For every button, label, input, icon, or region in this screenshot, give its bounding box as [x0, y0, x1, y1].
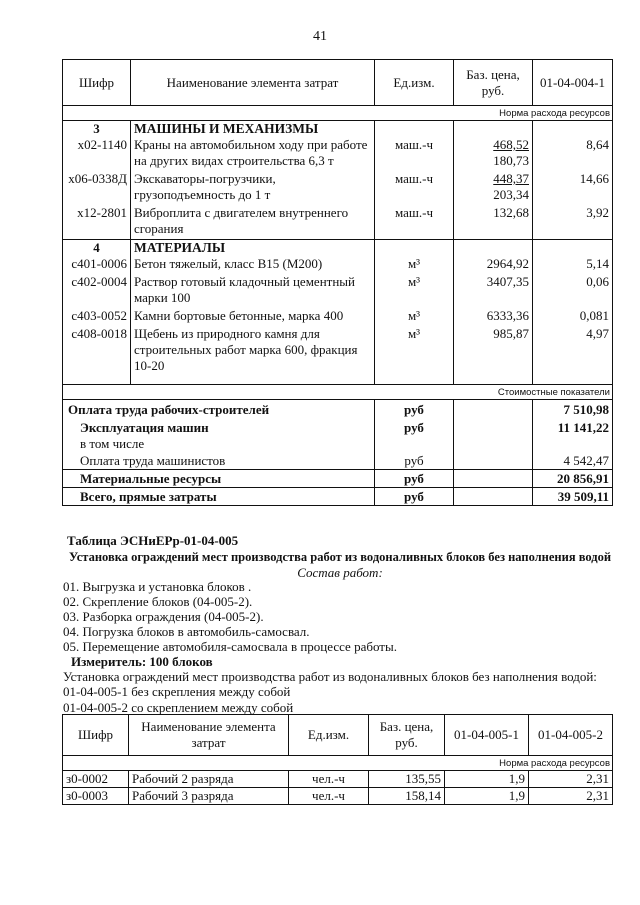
resource-price: [454, 274, 533, 308]
resource-row: [63, 256, 613, 274]
resource-row: [63, 771, 613, 788]
cost-row: [63, 452, 613, 470]
text-line: Раствор готовый кладочный цементный: [134, 274, 355, 289]
variant-1: 01-04-005-1 без скрепления между собой: [63, 684, 291, 699]
resource-name: [131, 326, 375, 385]
table2-header-row: [63, 715, 613, 756]
resource-norm: 14,66: [533, 171, 613, 205]
text-line: 3407,35: [486, 274, 529, 289]
resource-name: [131, 171, 375, 205]
empty-cell: [533, 121, 613, 138]
work-composition-title: Состав работ:: [297, 565, 383, 580]
resource-name: [131, 137, 375, 171]
resource-unit: м³: [375, 256, 454, 274]
resource-name: [131, 274, 375, 308]
header-unit: Ед.изм.: [289, 715, 369, 756]
resource-norm: 4,97: [533, 326, 613, 385]
cost-label-row: [63, 385, 613, 400]
text-line: строительных работ марка 600, фракция: [134, 342, 358, 357]
empty-cell: [375, 121, 454, 138]
section-header-row: [63, 240, 613, 257]
resource-code: з0-0003: [63, 788, 129, 805]
cost-unit: руб: [375, 470, 454, 488]
resource-code: с403-0052: [63, 308, 131, 326]
cost-unit: руб: [375, 488, 454, 506]
resource-code: х06-0338Д: [63, 171, 131, 205]
cost-label: Эксплуатация машин: [63, 418, 375, 436]
resource-unit: м³: [375, 274, 454, 308]
resource-name: Рабочий 3 разряда: [129, 788, 289, 805]
empty-cell: [375, 240, 454, 257]
cost-unit: руб: [375, 452, 454, 470]
norm-label: Норма расхода ресурсов: [63, 756, 613, 771]
resource-unit: м³: [375, 326, 454, 385]
resource-price: [454, 256, 533, 274]
description: Установка ограждений мест производства работ из водоналивных блоков без наполнения водой:: [63, 669, 597, 684]
text-line: Бетон тяжелый, класс В15 (М200): [134, 256, 323, 271]
resource-norm: 0,06: [533, 274, 613, 308]
resource-row: [63, 205, 613, 240]
text-line: 2964,92: [486, 256, 529, 271]
resource-price: 158,14: [369, 788, 445, 805]
cost-row: [63, 470, 613, 488]
header-code: Шифр: [63, 715, 129, 756]
resource-norm-1: 1,9: [445, 788, 529, 805]
resource-code: с401-0006: [63, 256, 131, 274]
page-number: 41: [313, 29, 327, 44]
section-title: МАТЕРИАЛЫ: [131, 240, 375, 257]
text-line: 132,68: [493, 205, 529, 220]
text-line: Экскаваторы-погрузчики,: [134, 171, 276, 186]
cost-value: 7 510,98: [533, 400, 613, 418]
resource-norm-1: 1,9: [445, 771, 529, 788]
text-line: 6333,36: [486, 308, 529, 323]
header-norm-1: 01-04-005-1: [445, 715, 529, 756]
resource-norm: 3,92: [533, 205, 613, 240]
resource-table-01-04-004: [62, 59, 613, 506]
empty-cell: [454, 400, 533, 418]
table-header-row: [63, 60, 613, 106]
resource-price: [454, 326, 533, 385]
resource-unit: чел.-ч: [289, 771, 369, 788]
work-steps: [63, 579, 397, 654]
text-line: на других видах строительства 6,3 т: [134, 153, 334, 168]
table2-body: [63, 771, 613, 805]
cost-unit: [375, 436, 454, 452]
work-step: 05. Перемещение автомобиля-самосвала в процессе работы.: [63, 639, 397, 654]
section-number: 4: [63, 240, 131, 257]
resource-norm: 0,081: [533, 308, 613, 326]
empty-cell: [454, 488, 533, 506]
resource-unit: маш.-ч: [375, 171, 454, 205]
resource-row: [63, 274, 613, 308]
resource-unit: м³: [375, 308, 454, 326]
cost-label: в том числе: [63, 436, 375, 452]
resource-name: [131, 256, 375, 274]
table-title: Таблица ЭСНиЕРр-01-04-005: [67, 533, 239, 548]
section-heading: Установка ограждений мест производства работ из водоналивных блоков без наполнения водой: [68, 550, 612, 564]
table1-cost-body: [63, 400, 613, 506]
cost-row: [63, 418, 613, 436]
norm-label-row: [63, 106, 613, 121]
cost-unit: руб: [375, 418, 454, 436]
header-unit: Ед.изм.: [375, 60, 454, 106]
cost-value: 4 542,47: [533, 452, 613, 470]
resource-name: Рабочий 2 разряда: [129, 771, 289, 788]
text-line: Виброплита с двигателем внутреннего: [134, 205, 349, 220]
cost-value: 20 856,91: [533, 470, 613, 488]
resource-name: [131, 205, 375, 240]
cost-value: 11 141,22: [533, 418, 613, 436]
header-norm-2: 01-04-005-2: [529, 715, 613, 756]
empty-cell: [454, 240, 533, 257]
header-code: Шифр: [63, 60, 131, 106]
resource-name: [131, 308, 375, 326]
header-name: Наименование элемента затрат: [129, 715, 289, 756]
work-step: 03. Разборка ограждения (04-005-2).: [63, 609, 264, 624]
norm-label-row: [63, 756, 613, 771]
resource-price: [454, 308, 533, 326]
cost-label: Материальные ресурсы: [63, 470, 375, 488]
cost-label: Стоимостные показатели: [63, 385, 613, 400]
text-line: 203,34: [493, 187, 529, 202]
norm-label: Норма расхода ресурсов: [63, 106, 613, 121]
text-line: Щебень из природного камня для: [134, 326, 320, 341]
text-line: сгорания: [134, 221, 184, 236]
resource-code: х12-2801: [63, 205, 131, 240]
cost-label: Оплата труда рабочих-строителей: [63, 400, 375, 418]
text-line: 448,37: [493, 171, 529, 186]
text-line: 985,87: [493, 326, 529, 341]
text-line: Краны на автомобильном ходу при работе: [134, 137, 368, 152]
resource-price: [454, 205, 533, 240]
text-line: грузоподъемность до 1 т: [134, 187, 271, 202]
resource-price: 135,55: [369, 771, 445, 788]
work-step: 04. Погрузка блоков в автомобиль-самосвал.: [63, 624, 310, 639]
header-price: Баз. цена, руб.: [454, 60, 533, 106]
cost-value: 39 509,11: [533, 488, 613, 506]
empty-cell: [454, 418, 533, 436]
empty-cell: [533, 240, 613, 257]
resource-unit: маш.-ч: [375, 137, 454, 171]
section-title: МАШИНЫ И МЕХАНИЗМЫ: [131, 121, 375, 138]
work-step: 02. Скрепление блоков (04-005-2).: [63, 594, 253, 609]
section-number: 3: [63, 121, 131, 138]
cost-value: [533, 436, 613, 452]
resource-unit: маш.-ч: [375, 205, 454, 240]
header-name: Наименование элемента затрат: [131, 60, 375, 106]
text-line: марки 100: [134, 290, 191, 305]
resource-unit: чел.-ч: [289, 788, 369, 805]
measure-unit: Измеритель: 100 блоков: [71, 654, 213, 669]
header-price: Баз. цена, руб.: [369, 715, 445, 756]
text-line: 468,52: [493, 137, 529, 152]
resource-table-01-04-005: [62, 714, 613, 805]
table1-body: [63, 121, 613, 385]
resource-row: [63, 308, 613, 326]
cost-unit: руб: [375, 400, 454, 418]
empty-cell: [454, 436, 533, 452]
section-header-row: [63, 121, 613, 138]
resource-norm: 5,14: [533, 256, 613, 274]
resource-row: [63, 137, 613, 171]
cost-row: [63, 436, 613, 452]
resource-row: [63, 171, 613, 205]
cost-label: Оплата труда машинистов: [63, 452, 375, 470]
cost-label: Всего, прямые затраты: [63, 488, 375, 506]
empty-cell: [454, 121, 533, 138]
empty-cell: [454, 470, 533, 488]
work-step: 01. Выгрузка и установка блоков .: [63, 579, 252, 594]
header-norm: 01-04-004-1: [533, 60, 613, 106]
resource-row: [63, 326, 613, 385]
resource-code: х02-1140: [63, 137, 131, 171]
resource-price: [454, 171, 533, 205]
resource-norm-2: 2,31: [529, 771, 613, 788]
empty-cell: [454, 452, 533, 470]
resource-norm-2: 2,31: [529, 788, 613, 805]
resource-row: [63, 788, 613, 805]
variant-2: 01-04-005-2 со скреплением между собой: [63, 700, 294, 715]
text-line: Камни бортовые бетонные, марка 400: [134, 308, 344, 323]
text-line: 10-20: [134, 358, 165, 373]
resource-price: [454, 137, 533, 171]
text-line: 180,73: [493, 153, 529, 168]
resource-code: с402-0004: [63, 274, 131, 308]
resource-code: з0-0002: [63, 771, 129, 788]
cost-row: [63, 488, 613, 506]
resource-code: с408-0018: [63, 326, 131, 385]
cost-row: [63, 400, 613, 418]
resource-norm: 8,64: [533, 137, 613, 171]
